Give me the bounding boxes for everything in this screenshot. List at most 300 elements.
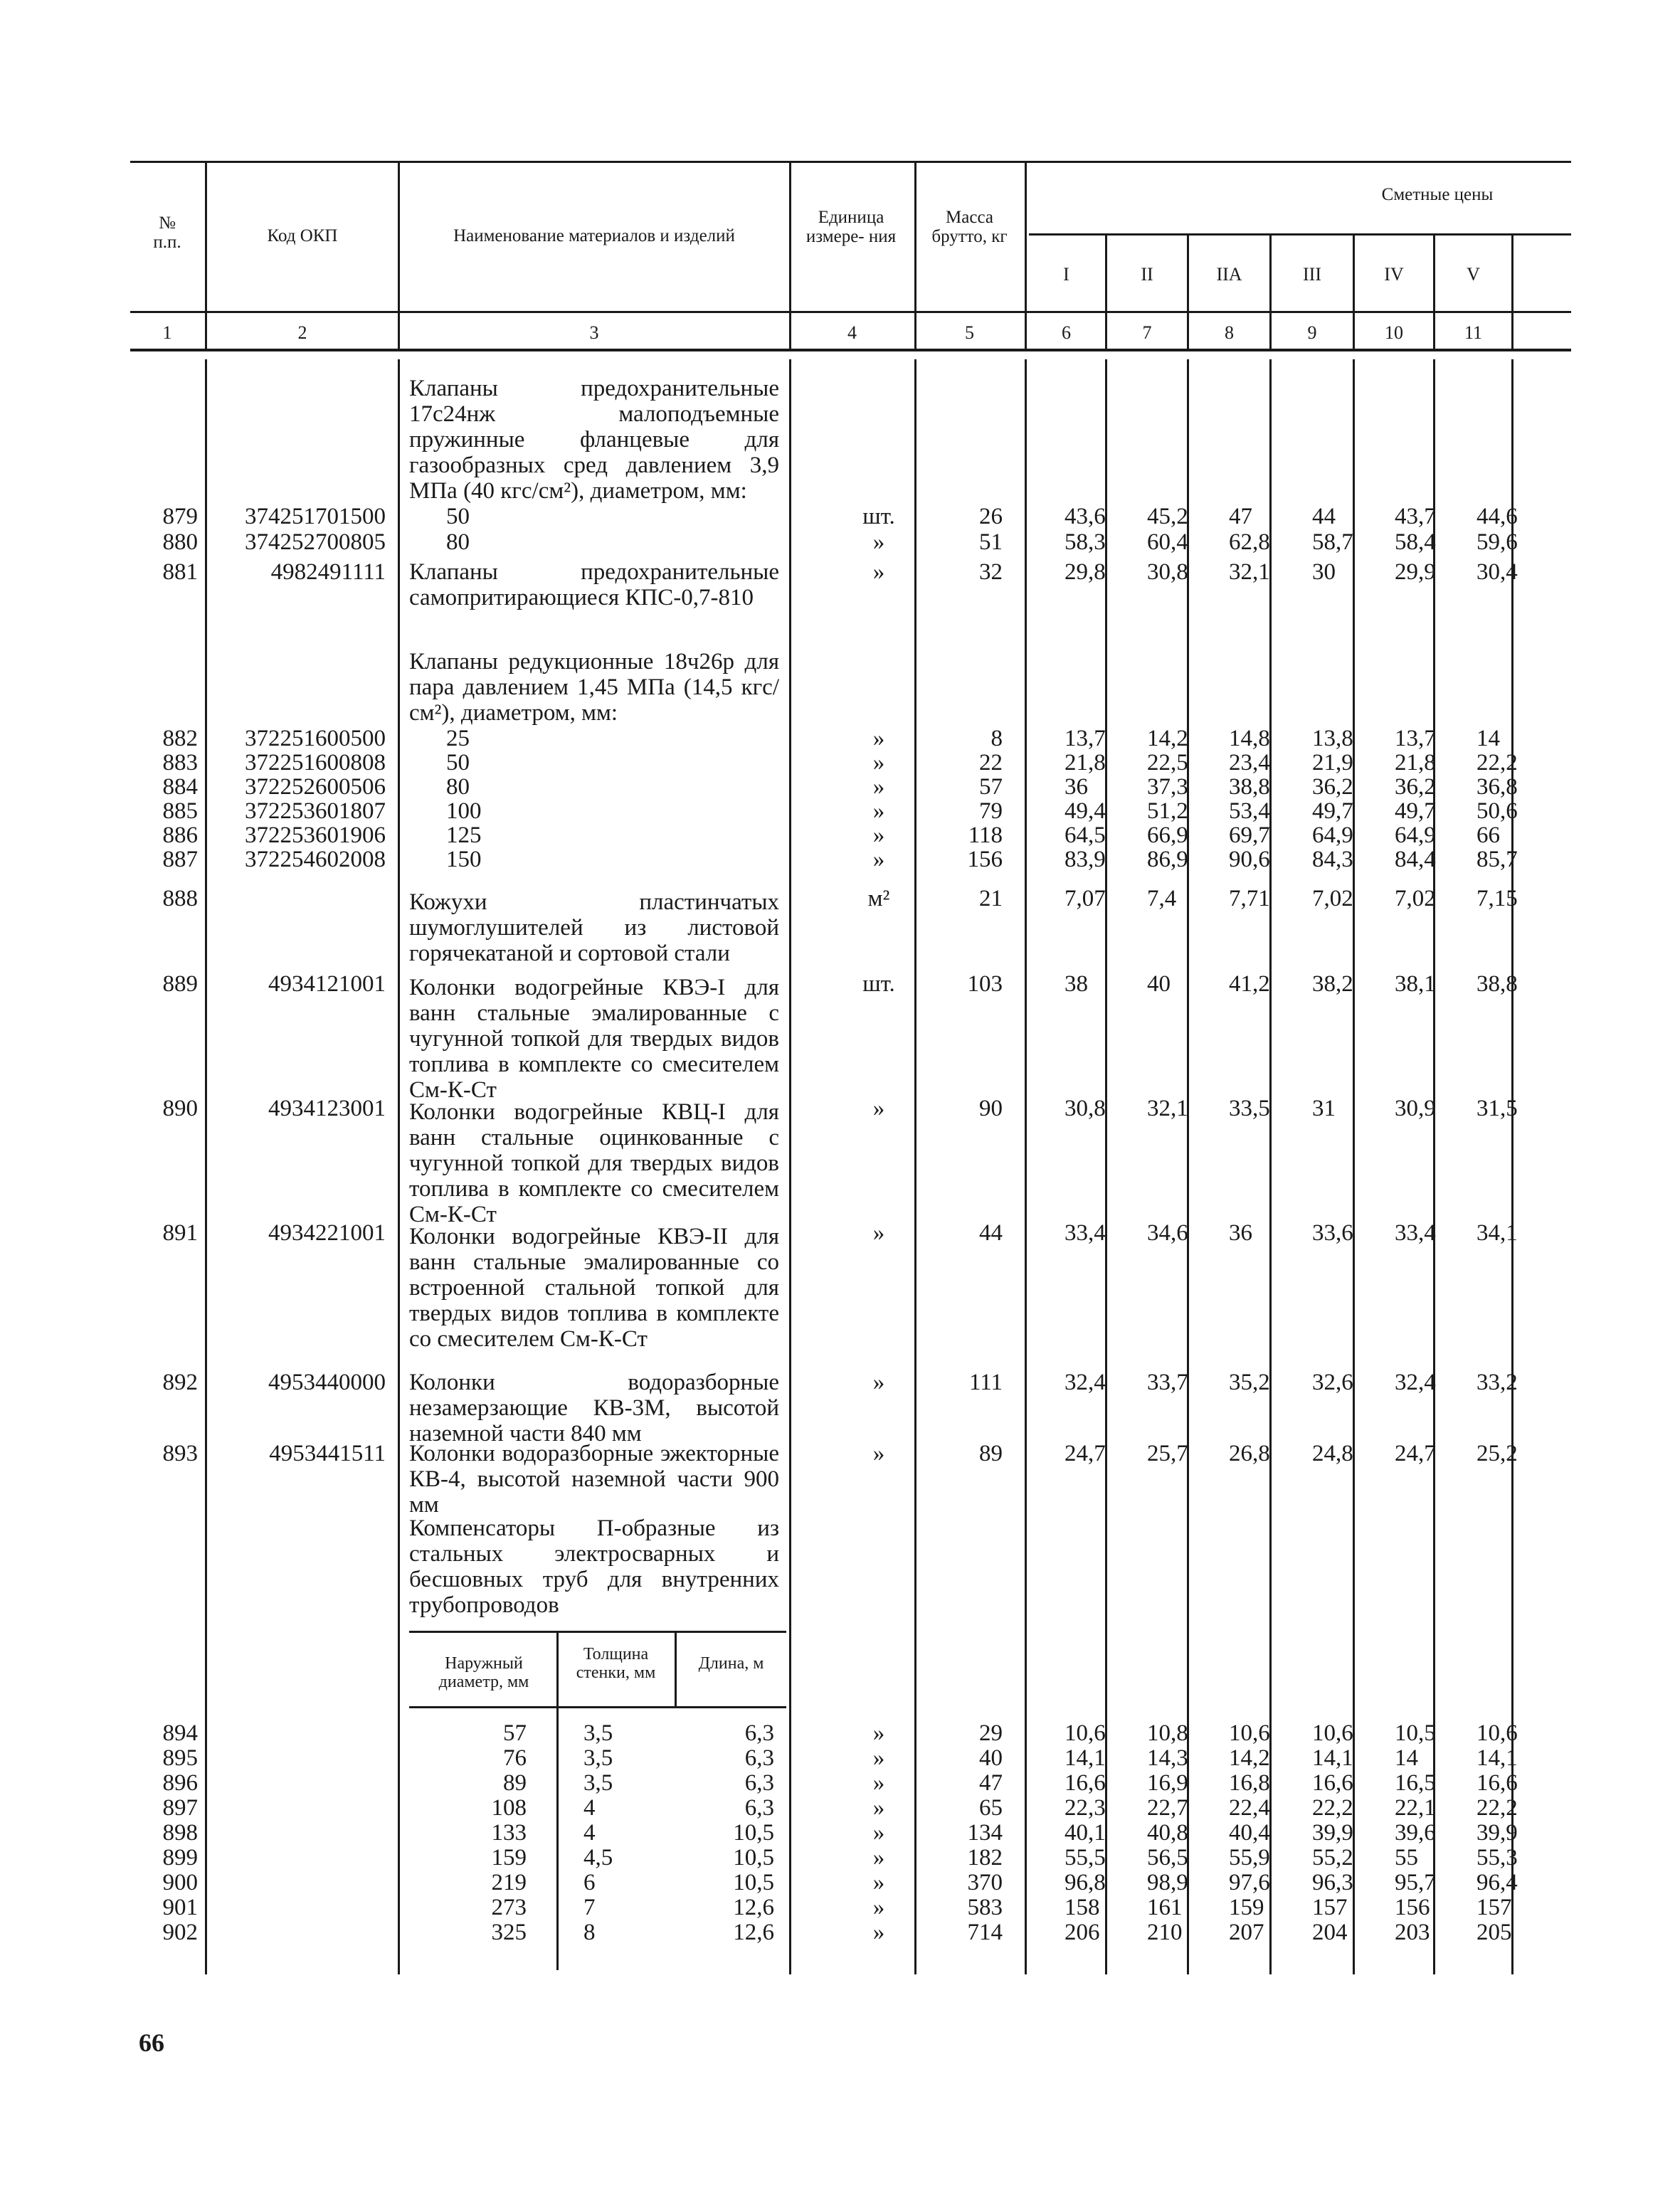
wall-thickness: 6 bbox=[583, 1870, 596, 1895]
header-separator bbox=[398, 162, 400, 350]
unit: » bbox=[872, 798, 885, 824]
header-separator bbox=[1105, 235, 1107, 350]
item-size: 50 bbox=[446, 750, 470, 776]
price-IV: 156 bbox=[1395, 1895, 1430, 1920]
unit: » bbox=[872, 1096, 885, 1121]
price-II: 30,8 bbox=[1147, 559, 1188, 585]
item-size: 80 bbox=[446, 529, 470, 555]
price-II: 51,2 bbox=[1147, 798, 1188, 824]
price-I: 96,8 bbox=[1064, 1870, 1106, 1895]
outer-diameter: 57 bbox=[503, 1720, 527, 1746]
price-I: 49,4 bbox=[1064, 798, 1106, 824]
price-I: 14,1 bbox=[1064, 1745, 1106, 1771]
price-IIA: 10,6 bbox=[1229, 1720, 1270, 1746]
price-I: 55,5 bbox=[1064, 1845, 1106, 1871]
price-IIA: 36 bbox=[1229, 1220, 1252, 1246]
price-IV: 13,7 bbox=[1395, 726, 1436, 751]
price-V: 36,8 bbox=[1476, 774, 1518, 800]
mass: 370 bbox=[967, 1870, 1003, 1895]
item-description: Колонки водоразборные незамерзающие КВ-3М, высотой наземной части 840 мм bbox=[409, 1370, 779, 1446]
okp-code: 4982491111 bbox=[270, 559, 386, 585]
price-col-header: I bbox=[1063, 264, 1069, 285]
row-number: 886 bbox=[162, 822, 198, 848]
price-II: 37,3 bbox=[1147, 774, 1188, 800]
mass: 47 bbox=[979, 1770, 1003, 1796]
wall-thickness: 8 bbox=[583, 1920, 596, 1945]
price-I: 64,5 bbox=[1064, 822, 1106, 848]
table-row bbox=[0, 750, 1680, 776]
mass: 583 bbox=[967, 1895, 1003, 1920]
length: 6,3 bbox=[744, 1745, 774, 1771]
column-number: 10 bbox=[1385, 322, 1403, 343]
price-II: 56,5 bbox=[1147, 1845, 1188, 1871]
price-II: 45,2 bbox=[1147, 504, 1188, 529]
price-III: 55,2 bbox=[1312, 1845, 1353, 1871]
price-V: 38,8 bbox=[1476, 971, 1518, 997]
mass: 134 bbox=[967, 1820, 1003, 1846]
price-II: 22,7 bbox=[1147, 1795, 1188, 1821]
column-number: 3 bbox=[589, 322, 599, 343]
mass: 40 bbox=[979, 1745, 1003, 1771]
row-number: 899 bbox=[162, 1845, 198, 1871]
item-size: 25 bbox=[446, 726, 470, 751]
price-I: 16,6 bbox=[1064, 1770, 1106, 1796]
price-IV: 36,2 bbox=[1395, 774, 1436, 800]
row-number: 890 bbox=[162, 1096, 198, 1121]
price-III: 24,8 bbox=[1312, 1441, 1353, 1466]
price-IIA: 16,8 bbox=[1229, 1770, 1270, 1796]
price-I: 58,3 bbox=[1064, 529, 1106, 555]
length: 6,3 bbox=[744, 1770, 774, 1796]
mass: 182 bbox=[967, 1845, 1003, 1871]
price-V: 44,6 bbox=[1476, 504, 1518, 529]
table-row bbox=[0, 822, 1680, 848]
okp-code: 372253601807 bbox=[245, 798, 386, 824]
price-V: 50,6 bbox=[1476, 798, 1518, 824]
price-IIA: 38,8 bbox=[1229, 774, 1270, 800]
price-III: 96,3 bbox=[1312, 1870, 1353, 1895]
price-col-header: II bbox=[1141, 264, 1153, 285]
row-number: 888 bbox=[162, 886, 198, 911]
row-number: 898 bbox=[162, 1820, 198, 1846]
price-IIA: 53,4 bbox=[1229, 798, 1270, 824]
outer-diameter: 89 bbox=[503, 1770, 527, 1796]
table-row bbox=[0, 1220, 1680, 1246]
subheader-length: Длина, м bbox=[698, 1654, 764, 1673]
price-IIA: 97,6 bbox=[1229, 1870, 1270, 1895]
header-mass: Масса брутто, кг bbox=[931, 208, 1008, 246]
header-separator bbox=[1353, 235, 1355, 350]
table-row bbox=[0, 504, 1680, 529]
price-III: 64,9 bbox=[1312, 822, 1353, 848]
row-number: 881 bbox=[162, 559, 198, 585]
unit: » bbox=[872, 774, 885, 800]
subtable-header-rule bbox=[409, 1706, 786, 1708]
price-V: 31,5 bbox=[1476, 1096, 1518, 1121]
unit: » bbox=[872, 1820, 885, 1846]
column-number: 6 bbox=[1062, 322, 1071, 343]
price-V: 30,4 bbox=[1476, 559, 1518, 585]
price-IV: 7,02 bbox=[1395, 886, 1436, 911]
column-number: 11 bbox=[1464, 322, 1483, 343]
price-I: 158 bbox=[1064, 1895, 1100, 1920]
unit: » bbox=[872, 1720, 885, 1746]
price-IV: 21,8 bbox=[1395, 750, 1436, 776]
length: 6,3 bbox=[744, 1720, 774, 1746]
item-size: 100 bbox=[446, 798, 482, 824]
column-number: 8 bbox=[1225, 322, 1234, 343]
okp-code: 372251600500 bbox=[245, 726, 386, 751]
price-V: 22,2 bbox=[1476, 750, 1518, 776]
mass: 57 bbox=[979, 774, 1003, 800]
header-separator bbox=[205, 162, 207, 350]
price-II: 86,9 bbox=[1147, 847, 1188, 872]
mass: 51 bbox=[979, 529, 1003, 555]
price-IV: 30,9 bbox=[1395, 1096, 1436, 1121]
wall-thickness: 4 bbox=[583, 1820, 596, 1846]
table-row bbox=[0, 529, 1680, 555]
price-IIA: 26,8 bbox=[1229, 1441, 1270, 1466]
group-heading: Компенсаторы П-образные из стальных электросварных и бесшовных труб для внутренних трубопроводов bbox=[409, 1515, 779, 1618]
price-IV: 10,5 bbox=[1395, 1720, 1436, 1746]
wall-thickness: 3,5 bbox=[583, 1745, 613, 1771]
price-I: 36 bbox=[1064, 774, 1088, 800]
price-I: 13,7 bbox=[1064, 726, 1106, 751]
price-V: 25,2 bbox=[1476, 1441, 1518, 1466]
wall-thickness: 3,5 bbox=[583, 1720, 613, 1746]
price-II: 33,7 bbox=[1147, 1370, 1188, 1395]
table-row bbox=[0, 971, 1680, 997]
price-IV: 32,4 bbox=[1395, 1370, 1436, 1395]
price-IV: 38,1 bbox=[1395, 971, 1436, 997]
item-size: 50 bbox=[446, 504, 470, 529]
price-III: 36,2 bbox=[1312, 774, 1353, 800]
price-III: 39,9 bbox=[1312, 1820, 1353, 1846]
header-separator bbox=[1511, 235, 1513, 350]
price-I: 33,4 bbox=[1064, 1220, 1106, 1246]
price-III: 49,7 bbox=[1312, 798, 1353, 824]
subheader-wall-thickness: Толщина стенки, мм bbox=[576, 1645, 656, 1682]
price-IIA: 55,9 bbox=[1229, 1845, 1270, 1871]
price-IV: 84,4 bbox=[1395, 847, 1436, 872]
subtable-top-rule bbox=[409, 1631, 786, 1633]
price-III: 10,6 bbox=[1312, 1720, 1353, 1746]
okp-code: 374252700805 bbox=[245, 529, 386, 555]
length: 10,5 bbox=[733, 1845, 774, 1871]
mass: 26 bbox=[979, 504, 1003, 529]
unit: м² bbox=[867, 886, 890, 911]
header-separator bbox=[1433, 235, 1435, 350]
price-IIA: 33,5 bbox=[1229, 1096, 1270, 1121]
unit: » bbox=[872, 1370, 885, 1395]
table-row bbox=[0, 1770, 1680, 1796]
price-IV: 29,9 bbox=[1395, 559, 1436, 585]
price-III: 84,3 bbox=[1312, 847, 1353, 872]
item-description: Кожухи пластинчатых шумоглушителей из листовой горячекатаной и сортовой стали bbox=[409, 889, 779, 966]
price-IV: 43,7 bbox=[1395, 504, 1436, 529]
price-II: 22,5 bbox=[1147, 750, 1188, 776]
mass: 89 bbox=[979, 1441, 1003, 1466]
price-IV: 24,7 bbox=[1395, 1441, 1436, 1466]
table-row bbox=[0, 847, 1680, 872]
price-IV: 49,7 bbox=[1395, 798, 1436, 824]
wall-thickness: 4,5 bbox=[583, 1845, 613, 1871]
price-V: 22,2 bbox=[1476, 1795, 1518, 1821]
unit: » bbox=[872, 1795, 885, 1821]
price-III: 38,2 bbox=[1312, 971, 1353, 997]
table-row bbox=[0, 1845, 1680, 1871]
price-col-header: III bbox=[1303, 264, 1321, 285]
unit: » bbox=[872, 1441, 885, 1466]
price-V: 34,1 bbox=[1476, 1220, 1518, 1246]
price-II: 34,6 bbox=[1147, 1220, 1188, 1246]
price-III: 16,6 bbox=[1312, 1770, 1353, 1796]
price-IIA: 14,2 bbox=[1229, 1745, 1270, 1771]
unit: шт. bbox=[862, 971, 895, 997]
price-IV: 14 bbox=[1395, 1745, 1418, 1771]
mass: 32 bbox=[979, 559, 1003, 585]
table-row bbox=[0, 1441, 1680, 1466]
okp-code: 372253601906 bbox=[245, 822, 386, 848]
column-number: 2 bbox=[297, 322, 307, 343]
item-size: 80 bbox=[446, 774, 470, 800]
length: 10,5 bbox=[733, 1820, 774, 1846]
price-I: 43,6 bbox=[1064, 504, 1106, 529]
header-prices: Сметные цены bbox=[1381, 185, 1494, 204]
table-row bbox=[0, 1895, 1680, 1920]
unit: » bbox=[872, 1895, 885, 1920]
table-row bbox=[0, 1745, 1680, 1771]
row-number: 902 bbox=[162, 1920, 198, 1945]
column-number: 7 bbox=[1142, 322, 1152, 343]
price-III: 31 bbox=[1312, 1096, 1336, 1121]
price-IV: 55 bbox=[1395, 1845, 1418, 1871]
price-IV: 33,4 bbox=[1395, 1220, 1436, 1246]
mass: 29 bbox=[979, 1720, 1003, 1746]
table-row bbox=[0, 1720, 1680, 1746]
price-V: 96,4 bbox=[1476, 1870, 1518, 1895]
outer-diameter: 76 bbox=[503, 1745, 527, 1771]
table-top-rule bbox=[130, 161, 1571, 163]
mass: 21 bbox=[979, 886, 1003, 911]
price-IV: 64,9 bbox=[1395, 822, 1436, 848]
page-number: 66 bbox=[139, 2028, 164, 2057]
unit: » bbox=[872, 529, 885, 555]
row-number: 882 bbox=[162, 726, 198, 751]
price-IV: 16,5 bbox=[1395, 1770, 1436, 1796]
column-number: 9 bbox=[1307, 322, 1317, 343]
mass: 22 bbox=[979, 750, 1003, 776]
table-row bbox=[0, 726, 1680, 751]
row-number: 894 bbox=[162, 1720, 198, 1746]
item-size: 150 bbox=[446, 847, 482, 872]
row-number: 896 bbox=[162, 1770, 198, 1796]
table-row bbox=[0, 1870, 1680, 1895]
price-IV: 95,7 bbox=[1395, 1870, 1436, 1895]
price-III: 32,6 bbox=[1312, 1370, 1353, 1395]
unit: » bbox=[872, 1770, 885, 1796]
price-V: 14 bbox=[1476, 726, 1500, 751]
subheader-outer-diameter: Наружный диаметр, мм bbox=[438, 1654, 529, 1691]
price-IIA: 159 bbox=[1229, 1895, 1264, 1920]
price-III: 204 bbox=[1312, 1920, 1348, 1945]
price-IIA: 7,71 bbox=[1229, 886, 1270, 911]
price-IIA: 90,6 bbox=[1229, 847, 1270, 872]
price-II: 25,7 bbox=[1147, 1441, 1188, 1466]
price-IIA: 47 bbox=[1229, 504, 1252, 529]
table-row bbox=[0, 1795, 1680, 1821]
mass: 90 bbox=[979, 1096, 1003, 1121]
table-row bbox=[0, 1820, 1680, 1846]
price-II: 7,4 bbox=[1147, 886, 1177, 911]
row-number: 892 bbox=[162, 1370, 198, 1395]
price-IIA: 23,4 bbox=[1229, 750, 1270, 776]
item-description: Клапаны предохранительные самопритирающиеся КПС-0,7-810 bbox=[409, 559, 779, 610]
price-IIA: 32,1 bbox=[1229, 559, 1270, 585]
item-description: Колонки водогрейные КВЦ-I для ванн стальные оцинкованные с чугунной топкой для твердых видов топлива в комплекте со смесителем См-К-Ст bbox=[409, 1099, 779, 1227]
group-heading: Клапаны редукционные 18ч26р для пара давлением 1,45 МПа (14,5 кгс/см²), диаметром, мм: bbox=[409, 649, 779, 726]
price-V: 55,3 bbox=[1476, 1845, 1518, 1871]
price-IIA: 22,4 bbox=[1229, 1795, 1270, 1821]
price-III: 44 bbox=[1312, 504, 1336, 529]
outer-diameter: 273 bbox=[491, 1895, 527, 1920]
price-IIA: 69,7 bbox=[1229, 822, 1270, 848]
wall-thickness: 7 bbox=[583, 1895, 596, 1920]
price-V: 33,2 bbox=[1476, 1370, 1518, 1395]
price-II: 10,8 bbox=[1147, 1720, 1188, 1746]
price-I: 29,8 bbox=[1064, 559, 1106, 585]
price-II: 161 bbox=[1147, 1895, 1183, 1920]
mass: 44 bbox=[979, 1220, 1003, 1246]
okp-code: 372254602008 bbox=[245, 847, 386, 872]
price-I: 22,3 bbox=[1064, 1795, 1106, 1821]
row-number: 884 bbox=[162, 774, 198, 800]
row-number: 879 bbox=[162, 504, 198, 529]
price-IIA: 41,2 bbox=[1229, 971, 1270, 997]
price-III: 58,7 bbox=[1312, 529, 1353, 555]
okp-code: 4953440000 bbox=[268, 1370, 386, 1395]
mass: 65 bbox=[979, 1795, 1003, 1821]
item-description: Колонки водогрейные КВЭ-I для ванн стальные эмалированные с чугунной топкой для твердых видов топлива в комплекте со смесителем См-К-Ст bbox=[409, 975, 779, 1103]
row-number: 880 bbox=[162, 529, 198, 555]
row-number: 889 bbox=[162, 971, 198, 997]
row-number: 891 bbox=[162, 1220, 198, 1246]
header-separator bbox=[914, 162, 916, 350]
wall-thickness: 3,5 bbox=[583, 1770, 613, 1796]
price-V: 157 bbox=[1476, 1895, 1512, 1920]
header-separator bbox=[1025, 162, 1027, 350]
okp-code: 4934123001 bbox=[268, 1096, 386, 1121]
price-II: 66,9 bbox=[1147, 822, 1188, 848]
column-number: 4 bbox=[847, 322, 857, 343]
header-separator bbox=[1187, 235, 1189, 350]
unit: » bbox=[872, 1745, 885, 1771]
unit: » bbox=[872, 726, 885, 751]
row-number: 901 bbox=[162, 1895, 198, 1920]
table-row bbox=[0, 798, 1680, 824]
price-IV: 203 bbox=[1395, 1920, 1430, 1945]
price-I: 32,4 bbox=[1064, 1370, 1106, 1395]
length: 12,6 bbox=[733, 1920, 774, 1945]
price-I: 24,7 bbox=[1064, 1441, 1106, 1466]
price-I: 83,9 bbox=[1064, 847, 1106, 872]
okp-code: 372251600808 bbox=[245, 750, 386, 776]
row-number: 893 bbox=[162, 1441, 198, 1466]
price-I: 21,8 bbox=[1064, 750, 1106, 776]
okp-code: 4934221001 bbox=[268, 1220, 386, 1246]
price-col-header: IIA bbox=[1216, 264, 1242, 285]
mass: 156 bbox=[967, 847, 1003, 872]
item-description: Колонки водогрейные КВЭ-II для ванн стальные эмалированные со встроенной стальной топкой для твердых видов топлива в комплекте со смесителем См-К-Ст bbox=[409, 1224, 779, 1352]
price-I: 10,6 bbox=[1064, 1720, 1106, 1746]
price-II: 40 bbox=[1147, 971, 1171, 997]
price-II: 32,1 bbox=[1147, 1096, 1188, 1121]
price-V: 85,7 bbox=[1476, 847, 1518, 872]
price-col-header: IV bbox=[1384, 264, 1404, 285]
unit: » bbox=[872, 1220, 885, 1246]
row-number: 887 bbox=[162, 847, 198, 872]
price-I: 40,1 bbox=[1064, 1820, 1106, 1846]
subtable-separator bbox=[675, 1632, 677, 1708]
price-III: 7,02 bbox=[1312, 886, 1353, 911]
unit: » bbox=[872, 750, 885, 776]
mass: 79 bbox=[979, 798, 1003, 824]
price-II: 14,3 bbox=[1147, 1745, 1188, 1771]
prices-header-rule bbox=[1029, 233, 1571, 236]
header-separator bbox=[789, 162, 791, 350]
item-description: Колонки водоразборные эжекторные КВ-4, высотой наземной части 900 мм bbox=[409, 1441, 779, 1518]
table-row bbox=[0, 774, 1680, 800]
price-V: 7,15 bbox=[1476, 886, 1518, 911]
mass: 118 bbox=[968, 822, 1003, 848]
header-unit: Единица измере- ния bbox=[805, 208, 897, 246]
price-IIA: 62,8 bbox=[1229, 529, 1270, 555]
price-V: 59,6 bbox=[1476, 529, 1518, 555]
price-IIA: 207 bbox=[1229, 1920, 1264, 1945]
header-name: Наименование материалов и изделий bbox=[453, 226, 735, 245]
price-col-header: V bbox=[1467, 264, 1480, 285]
okp-code: 374251701500 bbox=[245, 504, 386, 529]
price-V: 66 bbox=[1476, 822, 1500, 848]
unit: » bbox=[872, 559, 885, 585]
price-IIA: 14,8 bbox=[1229, 726, 1270, 751]
unit: » bbox=[872, 1920, 885, 1945]
okp-code: 372252600506 bbox=[245, 774, 386, 800]
price-I: 206 bbox=[1064, 1920, 1100, 1945]
unit: » bbox=[872, 822, 885, 848]
okp-code: 4953441511 bbox=[269, 1441, 386, 1466]
price-IIA: 35,2 bbox=[1229, 1370, 1270, 1395]
price-I: 7,07 bbox=[1064, 886, 1106, 911]
price-V: 39,9 bbox=[1476, 1820, 1518, 1846]
column-numbers-rule bbox=[130, 349, 1571, 351]
table-row bbox=[0, 1920, 1680, 1945]
price-III: 30 bbox=[1312, 559, 1336, 585]
unit: » bbox=[872, 847, 885, 872]
row-number: 897 bbox=[162, 1795, 198, 1821]
price-II: 14,2 bbox=[1147, 726, 1188, 751]
group-heading: Клапаны предохранительные 17с24нж малоподъемные пружинные фланцевые для газообразных сред давлением 3,9 МПа (40 кгс/см²), диаметром, мм: bbox=[409, 376, 779, 504]
price-V: 16,6 bbox=[1476, 1770, 1518, 1796]
table-row bbox=[0, 886, 1680, 911]
price-III: 21,9 bbox=[1312, 750, 1353, 776]
price-I: 38 bbox=[1064, 971, 1088, 997]
table-row bbox=[0, 1370, 1680, 1395]
row-number: 883 bbox=[162, 750, 198, 776]
mass: 714 bbox=[967, 1920, 1003, 1945]
outer-diameter: 108 bbox=[491, 1795, 527, 1821]
header-code: Код ОКП bbox=[267, 226, 338, 245]
